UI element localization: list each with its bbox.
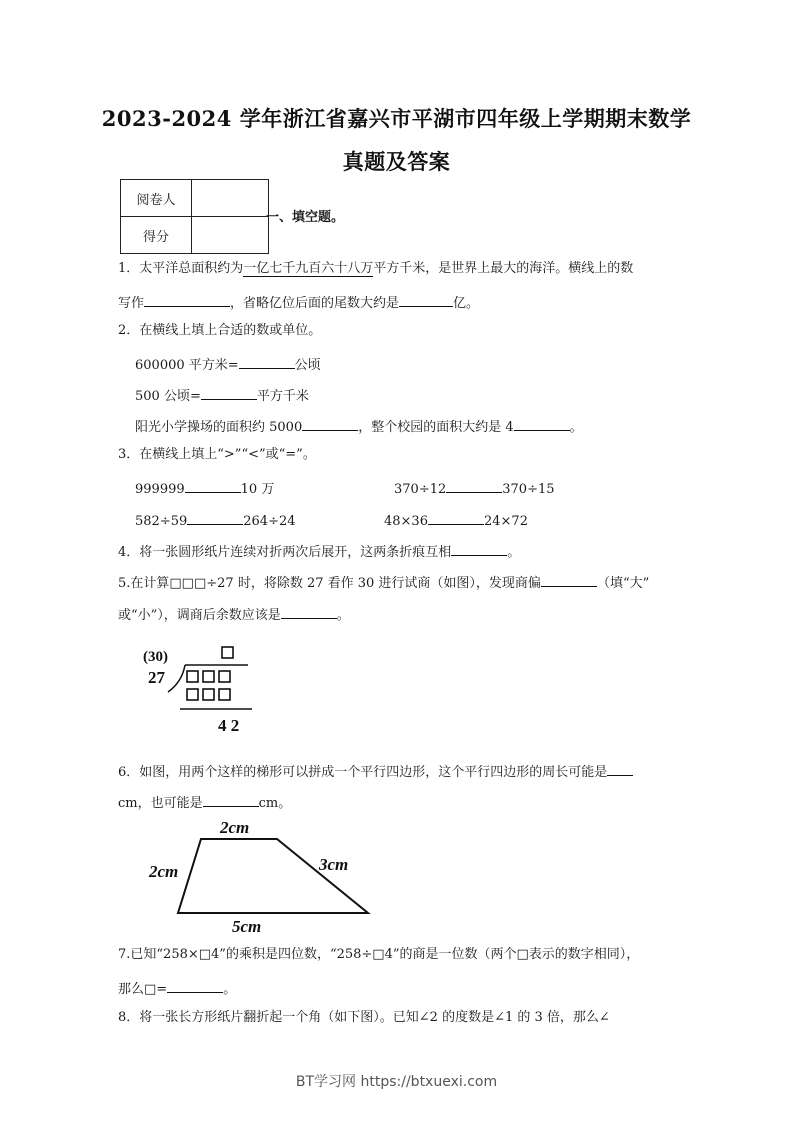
q5-text-c: 或“小”），调商后余数应该是 [118,608,281,623]
document-title-line2: 真题及答案 [342,149,451,174]
q2-blank-3[interactable] [302,416,358,431]
question-5-line2 [118,604,350,624]
score-value[interactable] [192,217,269,254]
q3-item3-left: 582÷59 [135,514,188,529]
right-side-label: 3cm [319,855,349,874]
quotient-box-icon [222,647,233,658]
question-1-line2 [118,292,479,312]
q2-r3-text-c: 。 [569,420,583,435]
q6-blank-2[interactable] [203,792,259,807]
q5-text-a: 5.在计算□□□÷27 时，将除数 27 看作 30 进行试商（如图），发现商偏 [118,576,541,591]
q6-blank-1[interactable] [607,761,633,776]
question-7-line1: 7.已知“258×□4”的乘积是四位数，“258÷□4”的商是一位数（两个□表示的数字相同）， [118,947,640,962]
trapezoid-figure [140,815,390,940]
q2-r2-text-b: 平方千米 [256,389,309,404]
bottom-side-label: 5cm [232,917,262,936]
q2-r3-text-a: 阳光小学操场的面积约 5000 [135,420,303,435]
q2-blank-2[interactable] [201,385,257,400]
q7-blank[interactable] [167,978,223,993]
q1-text-c: 写作 [118,296,145,311]
q3-blank-4[interactable] [428,510,484,525]
q4-blank[interactable] [451,541,507,556]
q1-blank-approx[interactable] [399,292,453,307]
long-division-figure [140,644,270,739]
question-7-line2 [118,978,236,998]
q1-underlined-text: 一亿七千九百六十八万 [243,261,374,276]
q2-r1-text-b: 公顷 [294,358,321,373]
score-row-score [121,217,269,254]
q3-item1-right: 10 万 [240,482,275,497]
q2-r1-text-a: 600000 平方米= [135,358,239,373]
document-title-line1: 2023-2024 学年浙江省嘉兴市平湖市四年级上学期期末数学 [101,106,692,131]
q1-text-b: 平方千米，是世界上最大的海洋。横线上的数 [373,261,634,276]
q7-text-b: 那么□= [118,982,168,997]
q6-text-a: 6．如图，用两个这样的梯形可以拼成一个平行四边形，这个平行四边形的周长可能是 [118,765,608,780]
q3-item4-right: 24×72 [483,514,528,529]
q4-text: 4．将一张圆形纸片连续对折两次后展开，这两条折痕互相 [118,545,452,560]
q2-r3-text-b: ，整个校园的面积大约是 4 [358,420,514,435]
q5-text-b: （填“大” [596,576,650,591]
divisor-label: 27 [148,668,165,687]
remainder-label: 4 2 [218,716,240,735]
q3-item-1 [135,478,274,498]
q6-text-b: cm，也可能是 [118,796,203,811]
q3-item2-left: 370÷12 [394,482,447,497]
q3-blank-3[interactable] [187,510,243,525]
q3-blank-2[interactable] [446,478,502,493]
reviewer-label: 阅卷人 [121,180,192,217]
q6-text-c: cm。 [258,796,292,811]
score-row-reviewer [121,180,269,217]
q1-blank-written[interactable] [144,292,230,307]
q3-item-2 [394,478,555,498]
q3-item-4 [384,510,528,530]
q3-blank-1[interactable] [185,478,241,493]
trial-divisor-label: (30) [143,649,168,665]
q1-text-e: 亿。 [453,296,480,311]
q3-item4-left: 48×36 [384,514,428,529]
q1-text-d: ，省略亿位后面的尾数大约是 [230,296,400,311]
question-8-line1: 8．将一张长方形纸片翻折起一个角（如下图）。已知∠2 的度数是∠1 的 3 倍，那么∠ [118,1010,610,1025]
score-label: 得分 [121,217,192,254]
q3-item3-right: 264÷24 [243,514,296,529]
question-2-row3 [135,416,583,436]
q5-text-d: 。 [336,608,350,623]
q5-blank-1[interactable] [541,572,597,587]
question-2-row2 [135,385,309,405]
left-side-label: 2cm [149,862,179,881]
question-6-line2 [118,792,291,812]
question-5-line1 [118,572,649,592]
trapezoid-shape [178,839,368,913]
q2-blank-4[interactable] [514,416,570,431]
q4-text-end: 。 [507,545,521,560]
q5-blank-2[interactable] [281,604,337,619]
question-2-stem: 2．在横线上填上合适的数或单位。 [118,323,322,338]
q2-r2-text-a: 500 公顷= [135,389,201,404]
question-6-line1 [118,761,633,781]
question-2-row1 [135,354,321,374]
q3-item-3 [135,510,296,530]
reviewer-value[interactable] [192,180,269,217]
top-side-label: 2cm [220,818,250,837]
question-4 [118,541,520,561]
q7-text-c: 。 [223,982,237,997]
q3-item2-right: 370÷15 [502,482,555,497]
q1-text-a: 1．太平洋总面积约为 [118,261,244,276]
q3-item1-left: 999999 [135,482,185,497]
q2-blank-1[interactable] [239,354,295,369]
section-heading: 一、填空题。 [266,210,345,225]
score-table [120,179,269,254]
question-3-stem: 3．在横线上填上“>”“<”或“=”。 [118,447,316,462]
site-footer: BT学习网 https://btxuexi.com [295,1074,498,1090]
question-1-line1 [118,261,633,277]
